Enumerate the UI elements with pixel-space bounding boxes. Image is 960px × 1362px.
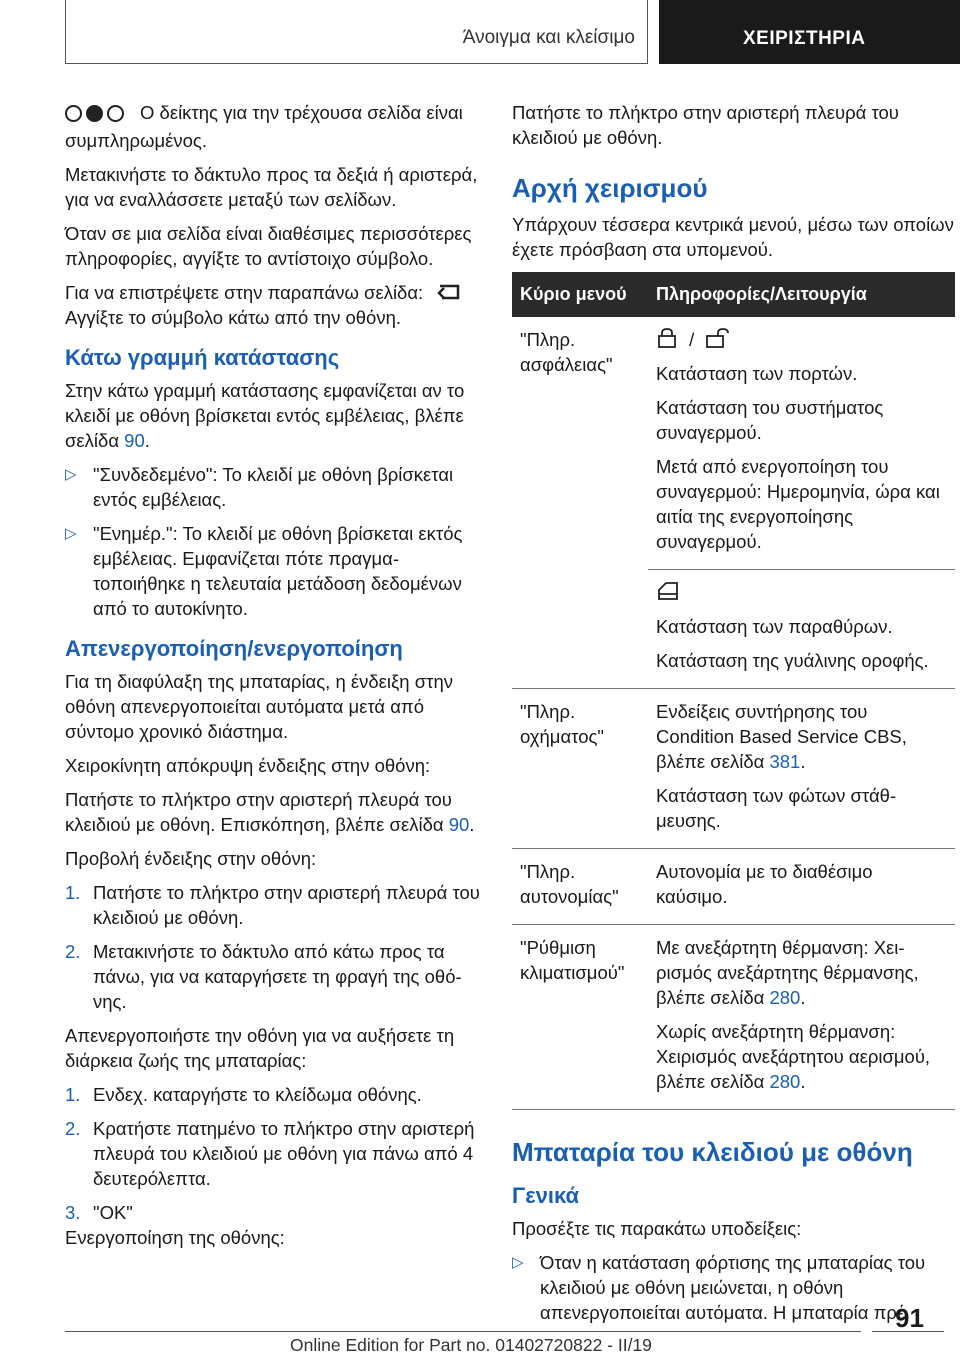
table-row [512, 689, 955, 849]
page-ref-link[interactable]: 90 [124, 430, 145, 451]
page-ref-link[interactable]: 381 [769, 751, 801, 772]
table-cell: "Πληρ. οχήματος" [512, 689, 648, 849]
paragraph: Για τη διαφύλαξη της μπαταρίας, η ένδειξη στην οθόνη απενεργοποιείται αυτόματα μετά από σύντομο χρονικό διάστημα. [65, 671, 454, 742]
list-item: 2. Κρατήστε πατημένο το πλήκτρο στην αριστερή πλευρά του κλειδιού με οθόνη για πάνω από 4 δευτερόλεπτα. [65, 1118, 475, 1189]
header-section-title [65, 0, 648, 64]
triangle-bullet-icon: ▷ [65, 466, 77, 483]
page-ref-link[interactable]: 280 [769, 1071, 801, 1092]
heading-status-bar: Κάτω γραμμή κατάστασης [65, 345, 340, 370]
heading-operating-principle: Αρχή χειρισμού [512, 173, 708, 203]
paragraph: Πατήστε το πλήκτρο στην αριστερή πλευρά του κλειδιού με οθόνη. [512, 102, 899, 148]
list-item: ▷ "Ενημέρ.": Το κλειδί με οθόνη βρίσκεται εκτός εμβέλειας. Εμφανίζεται πότε πραγματοποιήθηκε η τελευταία μετάδοση δεδομένων από το αυτοκίνητο. [65, 523, 463, 619]
triangle-bullet-icon: ▷ [512, 1254, 524, 1271]
table-header: Πληροφορίες/Λειτουργία [648, 272, 955, 317]
list-item: 3. "OK" [65, 1202, 133, 1223]
manual-title: ΧΕΙΡΙΣΤΗΡΙΑ [743, 28, 866, 49]
table-cell: / Κατάσταση των πορτών. Κατάσταση του συστήματος συναγερμού. Μετά από ενεργοποίηση του συναγερμού: Ημερομηνία, ώρα και αιτία της ενεργοποίησης συναγερμού. [648, 317, 955, 570]
paragraph: Απενεργοποιήστε την οθόνη για να αυξήσετε τη διάρκεια ζωής της μπαταρίας: [65, 1025, 455, 1071]
paragraph: Χειροκίνητη απόκρυψη ένδειξης στην οθόνη: [65, 755, 431, 776]
list-item: 2. Μετακινήστε το δάκτυλο από κάτω προς τα πάνω, για να καταργήσετε τη φραγή της οθόνης. [65, 941, 462, 1012]
right-column [512, 100, 955, 1334]
unlocked-icon [705, 327, 731, 349]
page-indicator-note: Ο δείκτης για την τρέχουσα σελίδα είναι συμπληρωμένος. [65, 102, 463, 151]
paragraph: Στην κάτω γραμμή κατάστασης εμφανίζεται αν το κλειδί με οθόνη βρίσκεται εντός εμβέλειας, βλέπε σελίδα 90. [65, 380, 465, 451]
triangle-bullet-icon: ▷ [65, 525, 77, 542]
paragraph: Για να επιστρέψετε στην παραπάνω σελίδα: Αγγίξτε το σύμβολο κάτω από την οθόνη. [65, 280, 480, 330]
paragraph: Ενεργοποίηση της οθόνης: [65, 1227, 285, 1248]
left-column [65, 100, 480, 1259]
window-icon [656, 580, 680, 602]
table-header-row [512, 272, 955, 317]
section-title: Άνοιγμα και κλείσιμο [462, 27, 635, 48]
paragraph: Προβολή ένδειξης στην οθόνη: [65, 848, 317, 869]
footer-divider [872, 1331, 944, 1332]
header-manual-tab [659, 0, 960, 64]
lock-symbols: / [656, 327, 947, 352]
table-row [512, 925, 955, 1110]
footer-divider [65, 1331, 861, 1332]
table-cell: Ενδείξεις συντήρησης του Condition Based Service CBS, βλέπε σελίδα 381. Κατάσταση των φώτων στάθμευσης. [648, 689, 955, 849]
page-ref-link[interactable]: 90 [448, 814, 470, 835]
heading-key-battery: Μπαταρία του κλειδιού με οθόνη [512, 1137, 913, 1167]
table-cell: Με ανεξάρτητη θέρμανση: Χειρισμός ανεξάρτητης θέρμανσης, βλέπε σελίδα 280. Χωρίς ανεξάρτητη θέρμανση: Χειρισμός ανεξάρτητου αερισμού, βλέπε σελίδα 280. [648, 925, 955, 1110]
paragraph: Μετακινήστε το δάκτυλο προς τα δεξιά ή αριστερά, για να εναλλάσσετε μεταξύ των σελίδων. [65, 164, 478, 210]
table-header: Κύριο μενού [512, 272, 648, 317]
table-cell: "Πληρ. ασφάλειας" [512, 317, 648, 689]
paragraph: Όταν σε μια σελίδα είναι διαθέσιμες περισσότερες πληροφορίες, αγγίξτε το αντίστοιχο σύμβολο. [65, 223, 472, 269]
page-indicator-dots-icon [65, 103, 128, 128]
paragraph: Υπάρχουν τέσσερα κεντρικά μενού, μέσω των οποίων έχετε πρόσβαση στα υπομενού. [512, 214, 954, 260]
footer-edition: Online Edition for Part no. 01402720822 - II/19 [290, 1335, 652, 1355]
locked-icon [656, 327, 678, 349]
table-row [512, 849, 955, 925]
main-menu-table [512, 272, 955, 1110]
list-item: 1. Πατήστε το πλήκτρο στην αριστερή πλευρά του κλειδιού με οθόνη. [65, 882, 480, 928]
list-item: 1. Ενδεχ. καταργήστε το κλείδωμα οθόνης. [65, 1084, 422, 1105]
list-item: ▷ Όταν η κατάσταση φόρτισης της μπαταρίας του κλειδιού με οθόνη μειώνεται, η οθόνη απενεργοποιείται αυτόματα. Η μπαταρία πρέ [512, 1252, 926, 1323]
heading-on-off: Απενεργοποίηση/ενεργοποίηση [65, 636, 403, 661]
table-cell: "Ρύθμιση κλιματισμού" [512, 925, 648, 1110]
table-cell: Κατάσταση των παραθύρων. Κατάσταση της γυάλινης οροφής. [648, 570, 955, 689]
page-ref-link[interactable]: 280 [769, 987, 801, 1008]
table-cell: "Πληρ. αυτονομίας" [512, 849, 648, 925]
list-item: ▷ "Συνδεδεμένο": Το κλειδί με οθόνη βρίσκεται εντός εμβέλειας. [65, 464, 454, 510]
paragraph: Προσέξτε τις παρακάτω υποδείξεις: [512, 1218, 802, 1239]
return-arrow-icon [436, 282, 462, 302]
heading-general: Γενικά [512, 1183, 580, 1208]
paragraph: Πατήστε το πλήκτρο στην αριστερή πλευρά του κλειδιού με οθόνη. Επισκόπηση, βλέπε σελίδα 90. [65, 789, 475, 835]
page-number: 91 [895, 1303, 924, 1333]
table-cell: Αυτονομία με το διαθέσιμο καύσιμο. [648, 849, 955, 925]
table-row [512, 317, 955, 570]
